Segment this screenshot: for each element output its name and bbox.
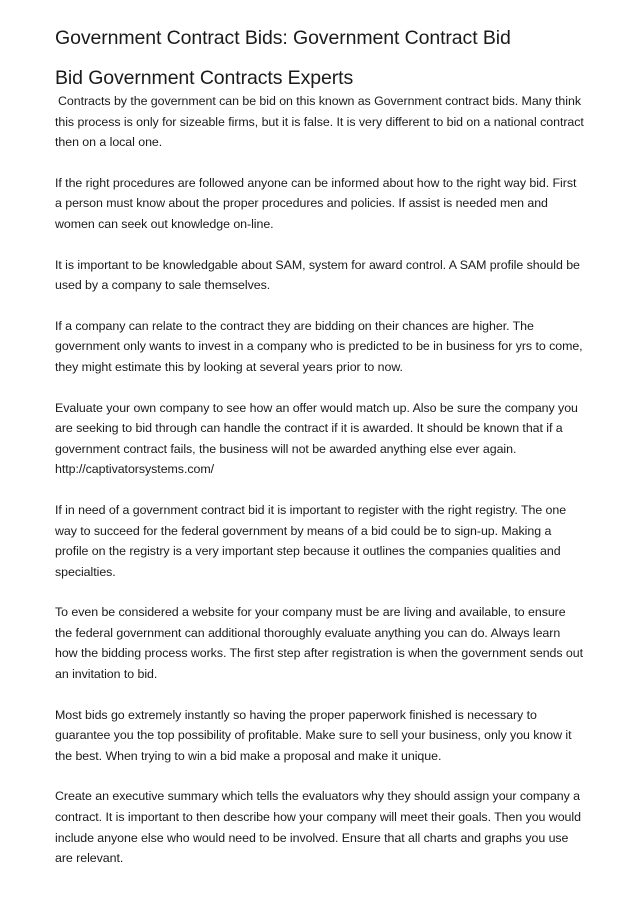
paragraph-6: If in need of a government contract bid it is important to register with the right registry. The one way to succeed for the federal government by means of a bid could be to sign-up. Making a profile on the registry is a very important step because it outlines the companies qualities and specialties. [55, 502, 567, 579]
paragraph-5: Evaluate your own company to see how an offer would match up. Also be sure the company you are seeking to bid through can handle the contract if it is awarded. It should be known that if a government contract fails, the business will not be awarded anything else ever again. http://captivatorsystems.com/ [55, 400, 578, 477]
paragraph-2: If the right procedures are followed anyone can be informed about how to the right way bid. First a person must know about the proper procedures and policies. If assist is needed men and women can seek out knowledge on-line. [55, 175, 577, 231]
document-body [55, 91, 585, 869]
paragraph-8: Most bids go extremely instantly so having the proper paperwork finished is necessary to guarantee you the top possibility of profitable. Make sure to sell your business, only you know it the best. When trying to win a bid make a proposal and make it unique. [55, 707, 572, 763]
document-subtitle: Bid Government Contracts Experts [55, 67, 354, 89]
document-title: Government Contract Bids: Government Contract Bid [55, 27, 511, 49]
paragraph-4: If a company can relate to the contract they are bidding on their chances are higher. The government only wants to invest in a company who is predicted to be in business for yrs to come, they might estimate this by looking at several years prior to now. [55, 318, 583, 374]
document-page [55, 26, 585, 889]
paragraph-1: Contracts by the government can be bid on this known as Government contract bids. Many think this process is only for sizeable firms, but it is false. It is very different to bid on a national contract then on a local one. [55, 94, 584, 150]
paragraph-7: To even be considered a website for your company must be are living and available, to ensure the federal government can additional thoroughly evaluate anything you can do. Always learn how the bidding process works. The first step after registration is when the government sends out an invitation to bid. [55, 605, 583, 682]
paragraph-9: Create an executive summary which tells the evaluators why they should assign your company a contract. It is important to then describe how your company will meet their goals. Then you would include anyone else who would need to be involved. Ensure that all charts and graphs you use are relevant. [55, 789, 581, 866]
paragraph-3: It is important to be knowledgable about SAM, system for award control. A SAM profile should be used by a company to sale themselves. [55, 257, 580, 293]
